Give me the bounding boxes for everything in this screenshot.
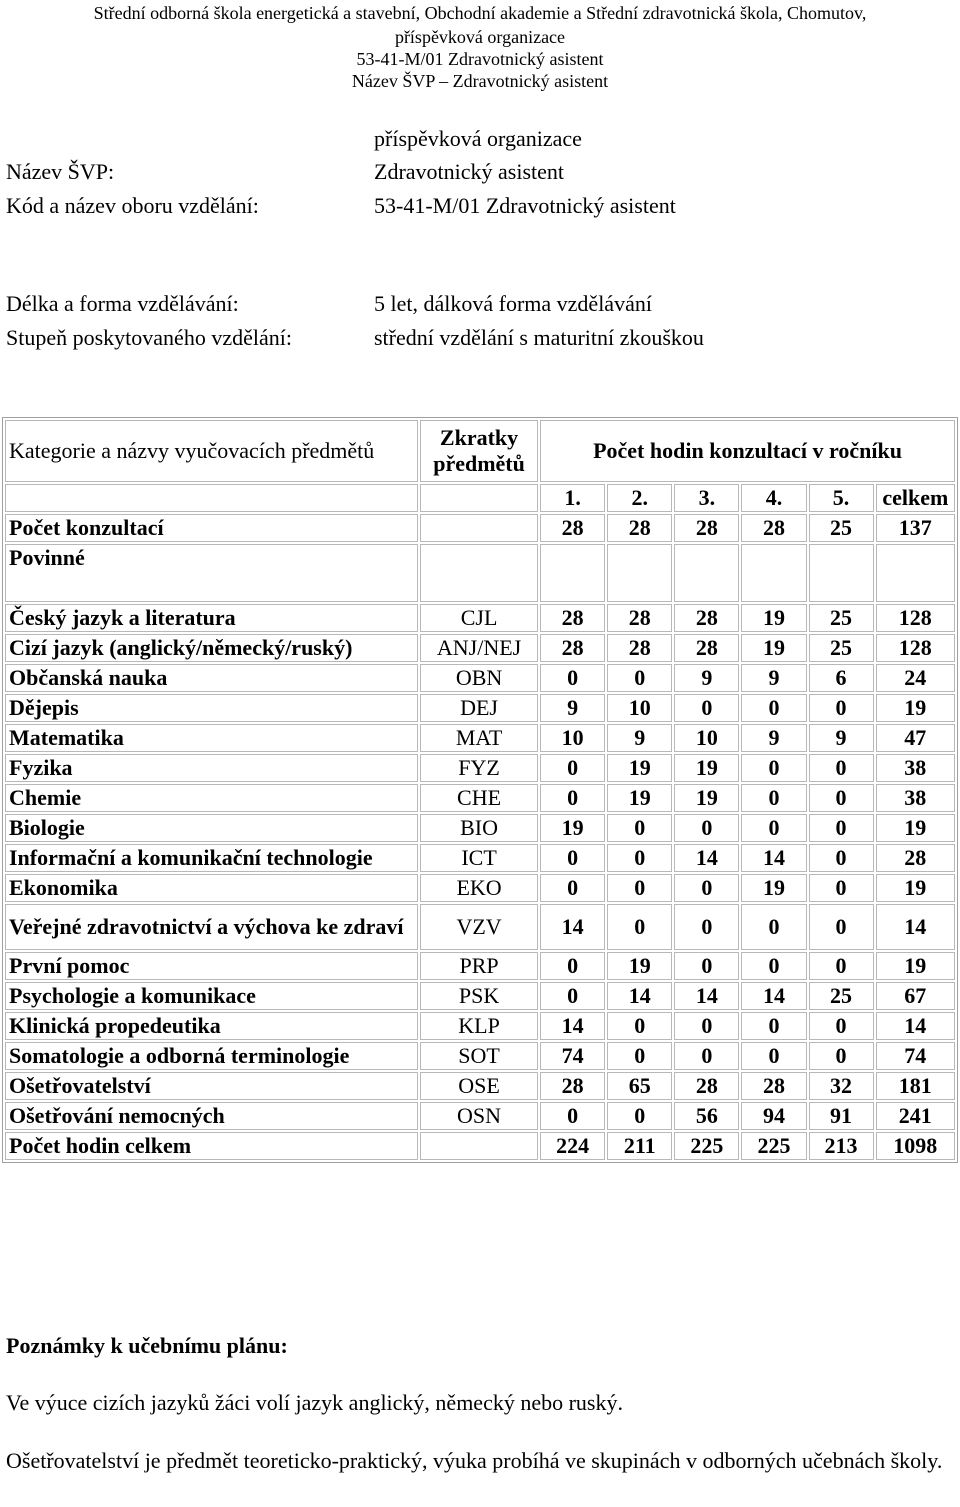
- subject-abbr: CJL: [420, 604, 538, 632]
- hours-value: 32: [809, 1072, 874, 1100]
- empty-cell: [674, 544, 739, 602]
- hours-value: 0: [607, 1042, 672, 1070]
- hours-value: 19: [540, 814, 605, 842]
- hours-value: 14: [607, 982, 672, 1010]
- col-abbr-header: Zkratky předmětů: [420, 420, 538, 482]
- table-row: [5, 1072, 955, 1100]
- note-nursing: Ošetřovatelství je předmět teoreticko-praktický, výuka probíhá ve skupinách v odborných učebnách školy.: [6, 1448, 943, 1473]
- subject-abbr: PSK: [420, 982, 538, 1010]
- hours-value: 0: [540, 1102, 605, 1130]
- hours-value: 0: [607, 904, 672, 950]
- subject-abbr: OSN: [420, 1102, 538, 1130]
- subject-total: 14: [876, 1012, 955, 1040]
- total-value: 211: [607, 1132, 672, 1160]
- consult-row: [5, 514, 955, 542]
- subject-total: 74: [876, 1042, 955, 1070]
- level-value: střední vzdělání s maturitní zkouškou: [374, 325, 704, 350]
- hours-value: 28: [540, 634, 605, 662]
- hours-value: 14: [741, 982, 806, 1010]
- hours-value: 28: [741, 1072, 806, 1100]
- hours-value: 0: [674, 694, 739, 722]
- table-row: [5, 1012, 955, 1040]
- hours-value: 0: [607, 1012, 672, 1040]
- empty-cell: [420, 544, 538, 602]
- hours-value: 6: [809, 664, 874, 692]
- subject-name: Ošetřovatelství: [5, 1072, 418, 1100]
- header-line-4: Název ŠVP – Zdravotnický asistent: [351, 71, 609, 91]
- hours-value: 0: [741, 694, 806, 722]
- hours-value: 10: [540, 724, 605, 752]
- hours-value: 9: [741, 664, 806, 692]
- hours-value: 19: [674, 784, 739, 812]
- hours-value: 0: [741, 904, 806, 950]
- hours-value: 0: [809, 784, 874, 812]
- header-line-2: příspěvková organizace: [394, 27, 566, 47]
- subject-total: 19: [876, 952, 955, 980]
- subject-name: Informační a komunikační technologie: [5, 844, 418, 872]
- hours-value: 0: [809, 1042, 874, 1070]
- consult-label: Počet konzultací: [5, 514, 418, 542]
- subject-abbr: KLP: [420, 1012, 538, 1040]
- hours-value: 25: [809, 604, 874, 632]
- subject-name: Psychologie a komunikace: [5, 982, 418, 1010]
- hours-value: 28: [607, 634, 672, 662]
- subject-name: Občanská nauka: [5, 664, 418, 692]
- subject-name: První pomoc: [5, 952, 418, 980]
- subject-total: 24: [876, 664, 955, 692]
- hours-value: 19: [741, 874, 806, 902]
- hours-value: 0: [540, 784, 605, 812]
- subject-total: 28: [876, 844, 955, 872]
- header-line-1: Střední odborná škola energetická a stavební, Obchodní akademie a Střední zdravotnická škola, Chomutov,: [93, 3, 867, 23]
- hours-value: 0: [607, 814, 672, 842]
- svp-value: Zdravotnický asistent: [374, 159, 565, 184]
- table-row: [5, 784, 955, 812]
- table-row: [5, 604, 955, 632]
- subject-total: 67: [876, 982, 955, 1010]
- hours-value: 0: [809, 874, 874, 902]
- hours-value: 94: [741, 1102, 806, 1130]
- subject-name: Klinická propedeutika: [5, 1012, 418, 1040]
- hours-value: 28: [540, 604, 605, 632]
- hours-value: 19: [607, 754, 672, 782]
- hours-value: 0: [674, 904, 739, 950]
- notes-title: Poznámky k učebnímu plánu:: [6, 1333, 288, 1358]
- consult-value: 137: [876, 514, 955, 542]
- hours-value: 9: [607, 724, 672, 752]
- consult-value: 28: [674, 514, 739, 542]
- subject-total: 38: [876, 784, 955, 812]
- hours-value: 0: [540, 754, 605, 782]
- hours-value: 0: [540, 952, 605, 980]
- total-value: 225: [674, 1132, 739, 1160]
- subject-abbr: SOT: [420, 1042, 538, 1070]
- subject-total: 19: [876, 874, 955, 902]
- subject-abbr: OSE: [420, 1072, 538, 1100]
- hours-value: 14: [741, 844, 806, 872]
- subject-name: Veřejné zdravotnictví a výchova ke zdraví: [5, 904, 418, 950]
- table-row: [5, 904, 955, 950]
- subject-name: Chemie: [5, 784, 418, 812]
- subject-total: 38: [876, 754, 955, 782]
- table-row: [5, 634, 955, 662]
- hours-value: 28: [674, 1072, 739, 1100]
- hours-value: 28: [674, 604, 739, 632]
- subject-name: Cizí jazyk (anglický/německý/ruský): [5, 634, 418, 662]
- table-row: [5, 754, 955, 782]
- hours-value: 28: [540, 1072, 605, 1100]
- table-row: [5, 724, 955, 752]
- total-value: 213: [809, 1132, 874, 1160]
- consult-value: 28: [607, 514, 672, 542]
- table-row: [5, 694, 955, 722]
- hours-value: 0: [607, 1102, 672, 1130]
- subject-name: Ekonomika: [5, 874, 418, 902]
- level-label: Stupeň poskytovaného vzdělání:: [6, 325, 292, 350]
- hours-value: 14: [674, 982, 739, 1010]
- hours-value: 74: [540, 1042, 605, 1070]
- col-category-header: Kategorie a názvy vyučovacích předmětů: [5, 420, 418, 482]
- hours-value: 0: [809, 754, 874, 782]
- hours-value: 0: [607, 664, 672, 692]
- mandatory-label: Povinné: [5, 544, 418, 602]
- hours-value: 19: [741, 604, 806, 632]
- total-row: [5, 1132, 955, 1160]
- total-label: Počet hodin celkem: [5, 1132, 418, 1160]
- table-row: [5, 1102, 955, 1130]
- hours-value: 91: [809, 1102, 874, 1130]
- empty-cell: [420, 1132, 538, 1160]
- empty-cell: [741, 544, 806, 602]
- hours-value: 0: [540, 874, 605, 902]
- table-row: [5, 664, 955, 692]
- hours-value: 25: [809, 982, 874, 1010]
- hours-value: 0: [741, 754, 806, 782]
- consult-value: 28: [540, 514, 605, 542]
- hours-value: 0: [540, 664, 605, 692]
- hours-value: 0: [809, 952, 874, 980]
- hours-value: 19: [607, 952, 672, 980]
- empty-cell: [809, 544, 874, 602]
- svp-label: Název ŠVP:: [6, 159, 115, 184]
- hours-value: 0: [741, 1012, 806, 1040]
- length-label: Délka a forma vzdělávání:: [6, 291, 239, 316]
- total-value: 225: [741, 1132, 806, 1160]
- hours-value: 14: [540, 1012, 605, 1040]
- hours-value: 0: [741, 952, 806, 980]
- subject-total: 47: [876, 724, 955, 752]
- total-value: 1098: [876, 1132, 955, 1160]
- year-header-row: [5, 484, 955, 512]
- hours-value: 0: [540, 982, 605, 1010]
- subject-total: 128: [876, 634, 955, 662]
- length-value: 5 let, dálková forma vzdělávání: [374, 291, 652, 316]
- hours-value: 28: [674, 634, 739, 662]
- hours-value: 28: [607, 604, 672, 632]
- hours-value: 0: [809, 904, 874, 950]
- org-value: příspěvková organizace: [374, 126, 582, 151]
- subject-abbr: DEJ: [420, 694, 538, 722]
- subject-abbr: VZV: [420, 904, 538, 950]
- hours-value: 0: [741, 1042, 806, 1070]
- subject-total: 128: [876, 604, 955, 632]
- subject-abbr: ICT: [420, 844, 538, 872]
- subject-name: Somatologie a odborná terminologie: [5, 1042, 418, 1070]
- subject-abbr: ANJ/NEJ: [420, 634, 538, 662]
- hours-value: 0: [540, 844, 605, 872]
- year-4-header: 4.: [741, 484, 806, 512]
- hours-value: 9: [741, 724, 806, 752]
- hours-value: 0: [674, 874, 739, 902]
- table-header-row: [5, 420, 955, 482]
- hours-value: 10: [607, 694, 672, 722]
- hours-value: 56: [674, 1102, 739, 1130]
- col-hours-header: Počet hodin konzultací v ročníku: [540, 420, 955, 482]
- year-5-header: 5.: [809, 484, 874, 512]
- hours-value: 0: [674, 1042, 739, 1070]
- subject-abbr: MAT: [420, 724, 538, 752]
- subject-total: 181: [876, 1072, 955, 1100]
- total-value: 224: [540, 1132, 605, 1160]
- consult-value: 25: [809, 514, 874, 542]
- empty-cell: [420, 484, 538, 512]
- table-row: [5, 982, 955, 1010]
- hours-value: 25: [809, 634, 874, 662]
- subject-name: Matematika: [5, 724, 418, 752]
- code-label: Kód a název oboru vzdělání:: [6, 193, 259, 218]
- empty-cell: [5, 484, 418, 512]
- code-value: 53-41-M/01 Zdravotnický asistent: [374, 193, 676, 218]
- hours-value: 9: [809, 724, 874, 752]
- year-2-header: 2.: [607, 484, 672, 512]
- subject-abbr: CHE: [420, 784, 538, 812]
- table-row: [5, 952, 955, 980]
- subject-total: 19: [876, 814, 955, 842]
- hours-value: 9: [540, 694, 605, 722]
- hours-value: 0: [607, 844, 672, 872]
- subject-total: 14: [876, 904, 955, 950]
- hours-value: 0: [674, 1012, 739, 1040]
- subject-name: Fyzika: [5, 754, 418, 782]
- hours-value: 0: [741, 814, 806, 842]
- subject-abbr: FYZ: [420, 754, 538, 782]
- hours-value: 14: [540, 904, 605, 950]
- subject-name: Český jazyk a literatura: [5, 604, 418, 632]
- hours-value: 9: [674, 664, 739, 692]
- hours-value: 19: [674, 754, 739, 782]
- hours-value: 0: [607, 874, 672, 902]
- subject-total: 19: [876, 694, 955, 722]
- curriculum-table: [2, 417, 958, 1163]
- hours-value: 0: [809, 814, 874, 842]
- table-row: [5, 1042, 955, 1070]
- empty-cell: [607, 544, 672, 602]
- hours-value: 0: [809, 844, 874, 872]
- subject-total: 241: [876, 1102, 955, 1130]
- subject-abbr: BIO: [420, 814, 538, 842]
- header-line-3: 53-41-M/01 Zdravotnický asistent: [356, 49, 604, 69]
- hours-value: 19: [607, 784, 672, 812]
- subject-name: Biologie: [5, 814, 418, 842]
- empty-cell: [876, 544, 955, 602]
- consult-value: 28: [741, 514, 806, 542]
- subject-abbr: EKO: [420, 874, 538, 902]
- hours-value: 0: [674, 814, 739, 842]
- note-languages: Ve výuce cizích jazyků žáci volí jazyk anglický, německý nebo ruský.: [6, 1390, 623, 1415]
- empty-cell: [540, 544, 605, 602]
- year-3-header: 3.: [674, 484, 739, 512]
- hours-value: 65: [607, 1072, 672, 1100]
- hours-value: 0: [674, 952, 739, 980]
- subject-name: Dějepis: [5, 694, 418, 722]
- table-row: [5, 874, 955, 902]
- hours-value: 14: [674, 844, 739, 872]
- total-header: celkem: [876, 484, 955, 512]
- empty-cell: [420, 514, 538, 542]
- hours-value: 19: [741, 634, 806, 662]
- subject-abbr: PRP: [420, 952, 538, 980]
- table-row: [5, 844, 955, 872]
- year-1-header: 1.: [540, 484, 605, 512]
- hours-value: 0: [741, 784, 806, 812]
- subject-name: Ošetřování nemocných: [5, 1102, 418, 1130]
- mandatory-row: [5, 544, 955, 602]
- subject-abbr: OBN: [420, 664, 538, 692]
- hours-value: 0: [809, 1012, 874, 1040]
- hours-value: 0: [809, 694, 874, 722]
- table-row: [5, 814, 955, 842]
- hours-value: 10: [674, 724, 739, 752]
